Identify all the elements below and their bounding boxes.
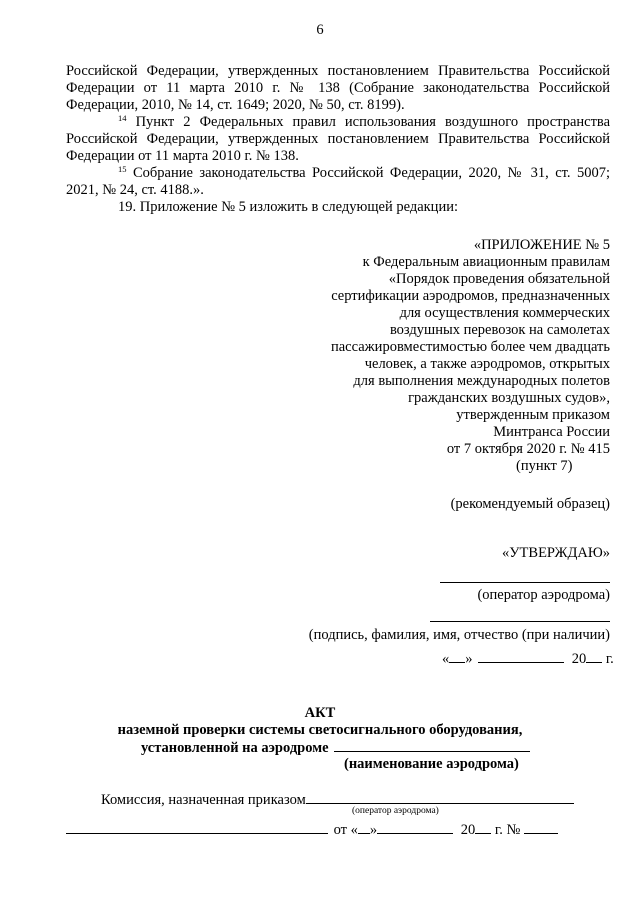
footnote-14-line: Федерации от 11 марта 2010 г. № 138. xyxy=(66,148,299,164)
item-19: 19. Приложение № 5 изложить в следующей редакции: xyxy=(118,199,458,215)
appendix-line: «Порядок проведения обязательной xyxy=(388,271,610,287)
appendix-title: «ПРИЛОЖЕНИЕ № 5 xyxy=(473,237,610,253)
appendix-line: для выполнения международных полетов xyxy=(353,373,610,389)
paragraph-line: Федерации, 2010, № 14, ст. 1649; 2020, № 50, ст. 8199). xyxy=(66,97,405,113)
aerodrome-name-blank xyxy=(334,739,530,752)
footnote-text: Пункт 2 Федеральных правил использования воздушного пространства xyxy=(135,114,611,130)
appendix-line: к Федеральным авиационным правилам xyxy=(362,254,610,270)
act-aerodrome-label: установленной на аэродроме xyxy=(141,740,329,756)
appendix-line: человек, а также аэродромов, открытых xyxy=(364,356,610,372)
order-issuer-blank xyxy=(66,821,328,834)
act-aerodrome-line xyxy=(141,739,530,757)
appendix-line: пассажировместимостью более чем двадцать xyxy=(330,339,610,355)
quote-close: » xyxy=(369,822,378,838)
order-month-blank xyxy=(377,821,453,834)
act-subtitle: наземной проверки системы светосигнального оборудования, xyxy=(117,722,523,738)
signature-line xyxy=(430,621,610,622)
year-blank xyxy=(586,650,602,663)
year-prefix: 20 xyxy=(460,822,476,838)
order-day-blank xyxy=(358,821,370,834)
appendix-line: от 7 октября 2020 г. № 415 xyxy=(446,441,610,457)
signature-caption: (подпись, фамилия, имя, отчество (при наличии) xyxy=(308,627,610,643)
footnote-14-line: Российской Федерации, утвержденных постановлением Правительства Российской xyxy=(66,131,610,147)
number-label: г. № xyxy=(494,822,521,838)
footnote-14-line xyxy=(118,114,610,131)
appendix-line: для осуществления коммерческих xyxy=(399,305,610,321)
commission-caption: (оператор аэродрома) xyxy=(352,806,439,816)
operator-caption: (оператор аэродрома) xyxy=(477,587,610,603)
appendix-point: (пункт 7) xyxy=(516,458,573,474)
appendix-line: гражданских воздушных судов», xyxy=(408,390,610,406)
commission-order-blank xyxy=(306,791,574,804)
appendix-line: Минтранса России xyxy=(493,424,610,440)
recommended-sample: (рекомендуемый образец) xyxy=(450,496,610,512)
approve-date-line xyxy=(442,650,614,668)
from-label: от « xyxy=(333,822,358,838)
appendix-line: сертификации аэродромов, предназначенных xyxy=(331,288,610,304)
footnote-number: 15 xyxy=(118,164,127,174)
footnote-number: 14 xyxy=(118,113,127,123)
quote-close: » xyxy=(465,651,473,667)
appendix-line: воздушных перевозок на самолетах xyxy=(389,322,610,338)
footnote-15-line xyxy=(118,165,610,182)
appendix-line: утвержденным приказом xyxy=(456,407,610,423)
act-title: АКТ xyxy=(304,705,336,721)
paragraph-line: Федерации от 11 марта 2010 г. № 138 (Собрание законодательства Российской xyxy=(66,80,610,96)
commission-text: Комиссия, назначенная приказом xyxy=(101,792,306,808)
year-suffix: г. xyxy=(605,651,614,667)
order-number-blank xyxy=(524,821,558,834)
approve-title: «УТВЕРЖДАЮ» xyxy=(502,545,610,561)
commission-date-line xyxy=(66,821,558,839)
commission-line xyxy=(101,791,574,809)
operator-signature-line xyxy=(440,582,610,583)
footnote-text: Собрание законодательства Российской Федерации, 2020, № 31, ст. 5007; xyxy=(132,165,610,181)
year-prefix: 20 xyxy=(571,651,587,667)
day-blank xyxy=(449,650,465,663)
month-blank xyxy=(478,650,564,663)
aerodrome-name-caption: (наименование аэродрома) xyxy=(344,756,519,772)
order-year-blank xyxy=(475,821,491,834)
footnote-15-line: 2021, № 24, ст. 4188.». xyxy=(66,182,204,198)
quote-open: « xyxy=(442,651,450,667)
page-number: 6 xyxy=(316,22,324,38)
paragraph-line: Российской Федерации, утвержденных постановлением Правительства Российской xyxy=(66,63,610,79)
